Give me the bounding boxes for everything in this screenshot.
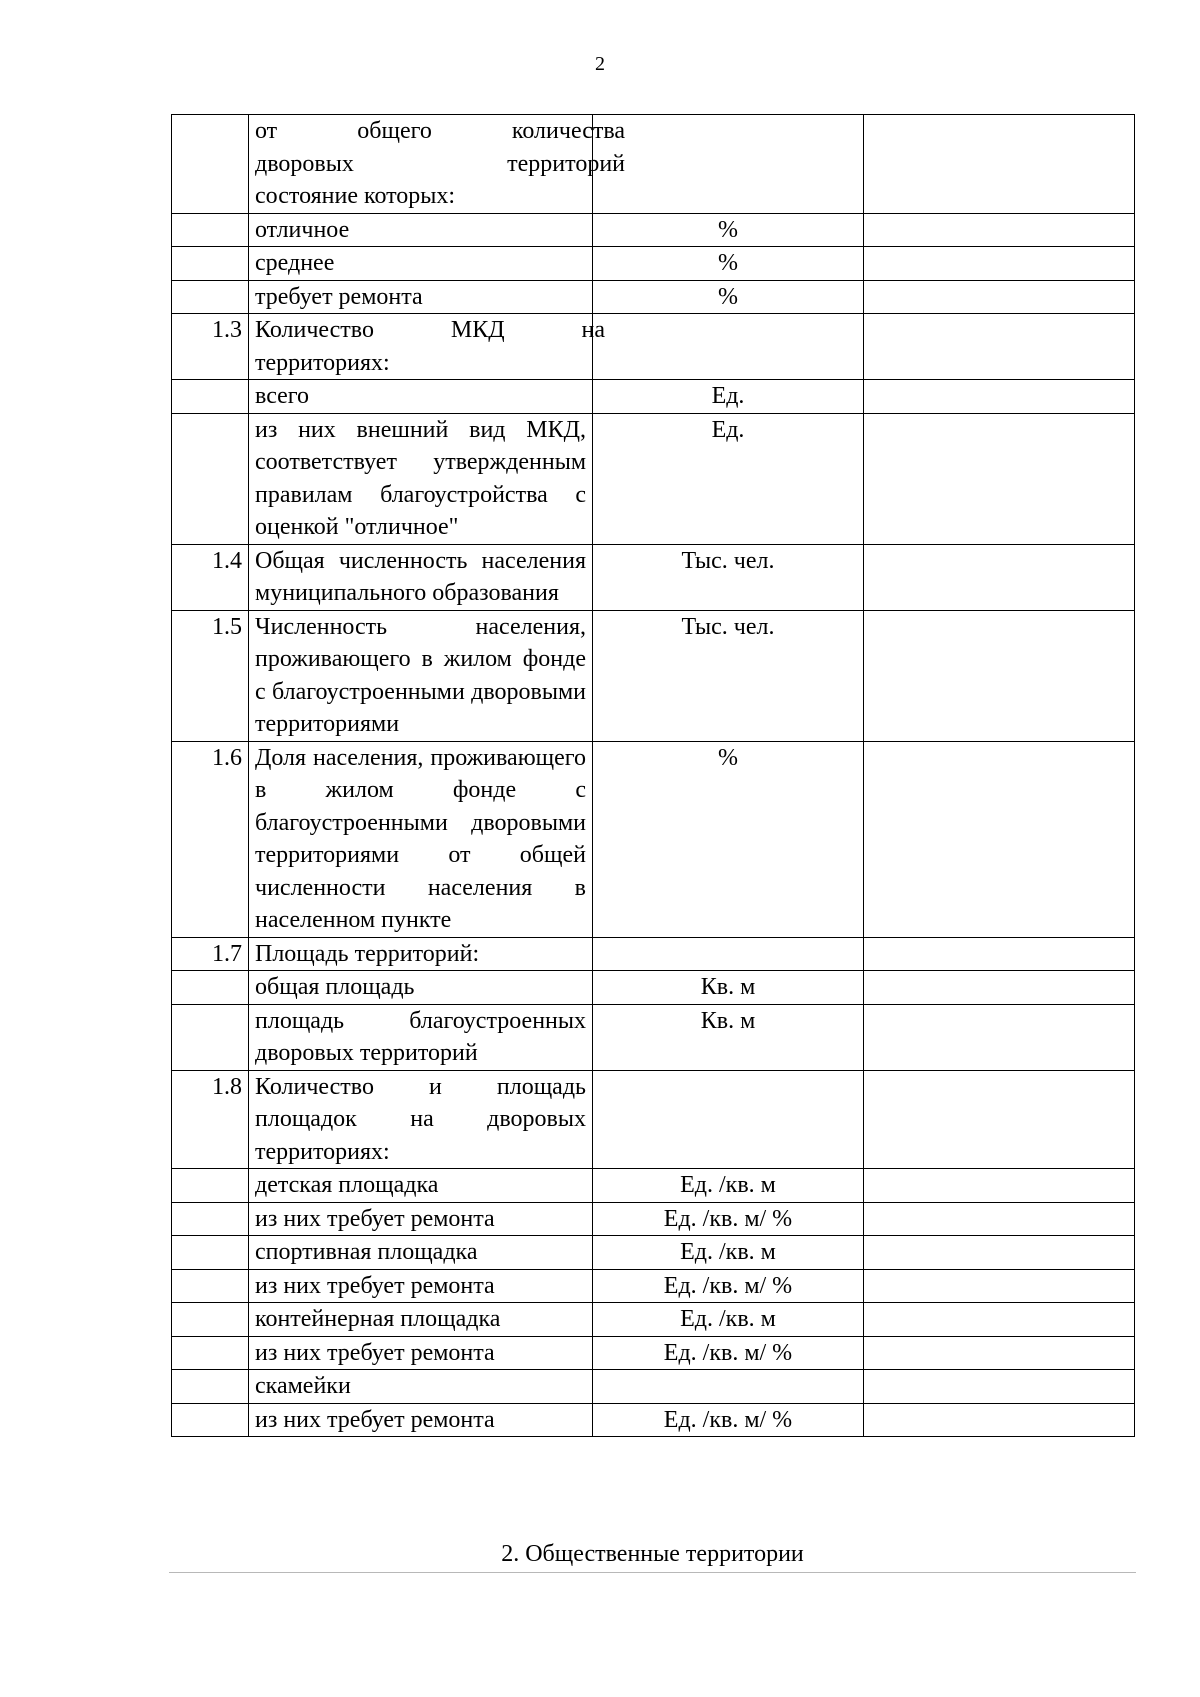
row-unit [593, 1070, 864, 1169]
row-name: площадь благоустроенных дворовых территорий [249, 1004, 593, 1070]
row-number: 1.3 [172, 314, 249, 380]
row-unit: Кв. м [593, 1004, 864, 1070]
row-number [172, 413, 249, 544]
row-value-cell[interactable] [864, 1370, 1135, 1404]
row-number [172, 280, 249, 314]
row-name: из них требует ремонта [249, 1336, 593, 1370]
table-row [172, 280, 1135, 314]
table-row [172, 1070, 1135, 1169]
row-value-cell[interactable] [864, 971, 1135, 1005]
row-name: Доля населения, проживающего в жилом фонде с благоустроенными дворовыми территориями от общей численности населения в населенном пункте [249, 741, 593, 937]
row-unit [593, 115, 864, 214]
section-divider [169, 1572, 1136, 1573]
row-number [172, 971, 249, 1005]
table-row [172, 1370, 1135, 1404]
row-unit: Тыс. чел. [593, 544, 864, 610]
row-unit [593, 1370, 864, 1404]
row-value-cell[interactable] [864, 937, 1135, 971]
row-value-cell[interactable] [864, 610, 1135, 741]
row-number [172, 247, 249, 281]
row-name [249, 115, 625, 214]
row-name: среднее [249, 247, 593, 281]
table-row [172, 971, 1135, 1005]
indicators-table-body [172, 115, 1135, 1437]
table-row [172, 1269, 1135, 1303]
section-heading: 2. Общественные территории [501, 1541, 804, 1567]
table-row [172, 1236, 1135, 1270]
table-row [172, 1169, 1135, 1203]
row-unit: Ед. /кв. м [593, 1236, 864, 1270]
row-number: 1.6 [172, 741, 249, 937]
row-value-cell[interactable] [864, 1004, 1135, 1070]
table-row [172, 1336, 1135, 1370]
row-unit: Ед. /кв. м/ % [593, 1269, 864, 1303]
table-row [172, 1303, 1135, 1337]
row-unit: Ед. /кв. м/ % [593, 1202, 864, 1236]
row-name: контейнерная площадка [249, 1303, 593, 1337]
row-name: Численность населения, проживающего в жилом фонде с благоустроенными дворовыми территориями [249, 610, 593, 741]
row-value-cell[interactable] [864, 413, 1135, 544]
row-name: требует ремонта [249, 280, 593, 314]
table-row [172, 314, 1135, 380]
row-name-word: дворовых [255, 150, 354, 177]
row-name-line [255, 148, 625, 181]
row-name-word: общего [357, 118, 432, 144]
row-number [172, 1336, 249, 1370]
row-unit: Кв. м [593, 971, 864, 1005]
row-name: общая площадь [249, 971, 593, 1005]
row-number [172, 1269, 249, 1303]
row-name-tail: территориях: [255, 349, 390, 376]
row-name: Количество и площадь площадок на дворовых территориях: [249, 1070, 593, 1169]
row-name: Площадь территорий: [249, 937, 593, 971]
row-number [172, 1370, 249, 1404]
row-name-line [255, 314, 605, 347]
row-value-cell[interactable] [864, 741, 1135, 937]
row-unit: Ед. [593, 413, 864, 544]
row-value-cell[interactable] [864, 213, 1135, 247]
table-row [172, 544, 1135, 610]
table-row [172, 247, 1135, 281]
row-name-word: от [255, 118, 278, 144]
row-value-cell[interactable] [864, 1403, 1135, 1437]
row-value-cell[interactable] [864, 1336, 1135, 1370]
row-name-word: Количество [255, 317, 374, 343]
row-unit: % [593, 280, 864, 314]
row-name [249, 314, 605, 380]
table-row [172, 213, 1135, 247]
row-unit: Тыс. чел. [593, 610, 864, 741]
row-value-cell[interactable] [864, 1303, 1135, 1337]
table-row [172, 115, 1135, 214]
row-value-cell[interactable] [864, 247, 1135, 281]
table-row [172, 1202, 1135, 1236]
table-row [172, 413, 1135, 544]
table-row [172, 741, 1135, 937]
row-name: отличное [249, 213, 593, 247]
row-number [172, 1202, 249, 1236]
row-number [172, 1236, 249, 1270]
row-number [172, 1004, 249, 1070]
row-unit: % [593, 741, 864, 937]
row-value-cell[interactable] [864, 280, 1135, 314]
row-number [172, 380, 249, 414]
row-value-cell[interactable] [864, 115, 1135, 214]
row-name: всего [249, 380, 593, 414]
row-name: детская площадка [249, 1169, 593, 1203]
row-name-tail: состояние которых: [255, 183, 456, 209]
page-number: 2 [595, 53, 605, 75]
row-value-cell[interactable] [864, 380, 1135, 414]
row-number: 1.4 [172, 544, 249, 610]
row-number [172, 213, 249, 247]
row-unit: Ед. /кв. м [593, 1169, 864, 1203]
row-name: из них требует ремонта [249, 1269, 593, 1303]
row-number: 1.5 [172, 610, 249, 741]
row-unit: Ед. [593, 380, 864, 414]
row-name: из них требует ремонта [249, 1403, 593, 1437]
table-row [172, 610, 1135, 741]
table-row [172, 1004, 1135, 1070]
row-value-cell[interactable] [864, 1070, 1135, 1169]
row-unit: % [593, 213, 864, 247]
row-number [172, 115, 249, 214]
row-name-word: количества [511, 118, 625, 144]
row-name: из них внешний вид МКД, соответствует утвержденным правилам благоустройства с оценкой "отличное" [249, 413, 593, 544]
row-value-cell[interactable] [864, 544, 1135, 610]
row-name: Общая численность населения муниципального образования [249, 544, 593, 610]
row-unit [593, 937, 864, 971]
row-name-word: территорий [507, 150, 625, 177]
row-number [172, 1403, 249, 1437]
row-unit: % [593, 247, 864, 281]
row-number: 1.8 [172, 1070, 249, 1169]
row-value-cell[interactable] [864, 1236, 1135, 1270]
row-unit: Ед. /кв. м [593, 1303, 864, 1337]
row-value-cell[interactable] [864, 1269, 1135, 1303]
row-number [172, 1169, 249, 1203]
row-name-line [255, 115, 625, 148]
row-unit [593, 314, 864, 380]
table-row [172, 1403, 1135, 1437]
indicators-table [171, 114, 1135, 1437]
row-name: скамейки [249, 1370, 593, 1404]
row-value-cell[interactable] [864, 1202, 1135, 1236]
row-number [172, 1303, 249, 1337]
row-name-word: МКД [450, 317, 505, 343]
row-name: из них требует ремонта [249, 1202, 593, 1236]
row-unit: Ед. /кв. м/ % [593, 1403, 864, 1437]
row-value-cell[interactable] [864, 1169, 1135, 1203]
table-row [172, 937, 1135, 971]
row-number: 1.7 [172, 937, 249, 971]
row-name: спортивная площадка [249, 1236, 593, 1270]
row-unit: Ед. /кв. м/ % [593, 1336, 864, 1370]
table-row [172, 380, 1135, 414]
row-name-word: на [581, 317, 605, 343]
row-value-cell[interactable] [864, 314, 1135, 380]
